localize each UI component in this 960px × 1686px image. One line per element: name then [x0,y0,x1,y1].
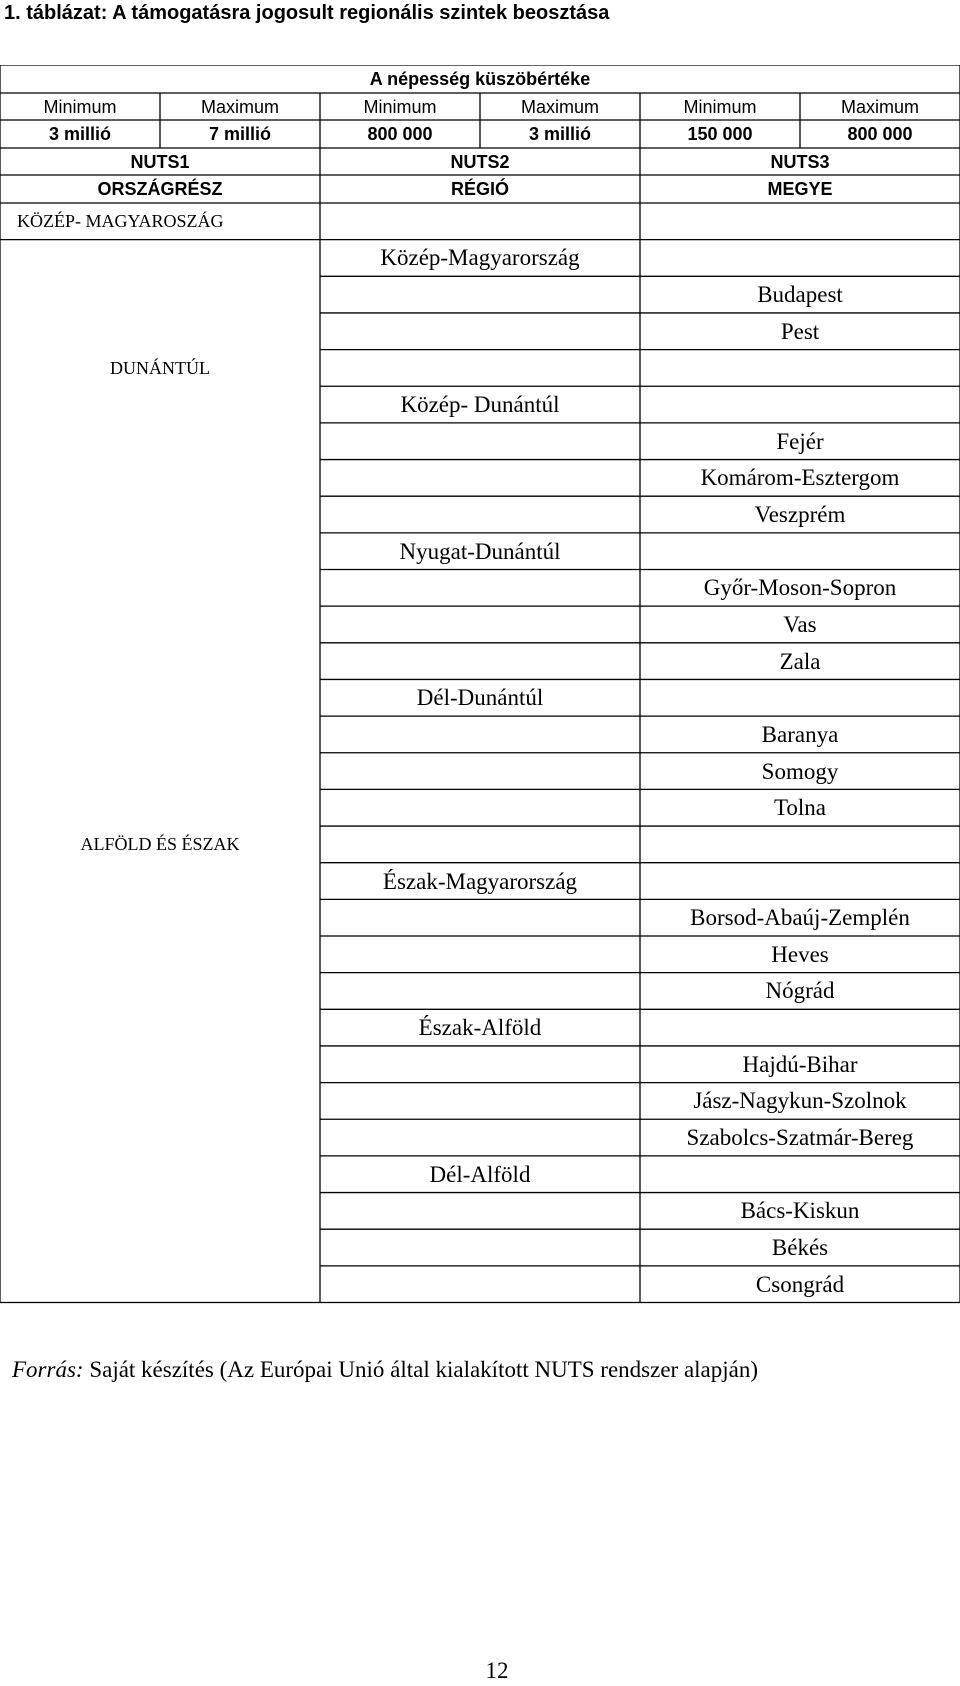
regio-name: Dél-Alföld [429,1161,531,1187]
source-text: Saját készítés (Az Európai Unió által kialakított NUTS rendszer alapján) [83,1357,759,1382]
regio-name: Észak-Magyarország [382,868,578,894]
min-max-label: Maximum [520,96,599,117]
nuts-level: NUTS3 [770,151,830,172]
megye-name: Vas [783,611,817,637]
threshold-value: 3 millió [48,124,111,144]
megye-name: Hajdú-Bihar [742,1051,858,1077]
megye-name: Bács-Kiskun [740,1198,860,1224]
source-note [12,1357,758,1383]
min-max-label: Maximum [840,96,919,117]
megye-name: Zala [779,648,821,674]
level-name: RÉGIÓ [450,179,509,199]
megye-name: Heves [771,941,829,967]
megye-name: Győr-Moson-Sopron [703,575,897,601]
megye-name: Pest [780,318,820,344]
orszagresz-name: DUNÁNTÚL [110,357,210,378]
level-name: ORSZÁGRÉSZ [97,179,223,199]
megye-name: Szabolcs-Szatmár-Bereg [686,1125,914,1151]
regio-name: Dél-Dunántúl [416,685,544,711]
min-max-label: Minimum [683,96,757,117]
megye-name: Baranya [761,721,839,747]
megye-name: Csongrád [755,1271,845,1297]
population-threshold-header: A népesség küszöbértéke [369,69,591,89]
threshold-value: 7 millió [208,124,271,144]
nuts-table [0,65,960,1310]
nuts-level: NUTS1 [130,151,190,172]
regio-name: Közép-Magyarország [380,245,580,271]
megye-name: Nógrád [765,978,835,1004]
min-max-label: Minimum [43,96,117,117]
page-number: 12 [485,1658,509,1683]
regio-name: Észak-Alföld [418,1015,542,1041]
megye-name: Somogy [761,758,839,784]
megye-name: Borsod-Abaúj-Zemplén [690,905,910,931]
regio-name: Nyugat-Dunántúl [399,538,561,564]
megye-name: Tolna [773,795,827,821]
megye-name: Komárom-Esztergom [700,465,900,491]
threshold-value: 3 millió [528,124,591,144]
megye-name: Békés [771,1235,829,1260]
megye-name: Veszprém [754,502,846,527]
megye-name: Budapest [757,282,843,308]
min-max-label: Minimum [363,96,437,117]
nuts-level: NUTS2 [450,151,510,172]
level-name: MEGYE [767,179,833,199]
table-title: 1. táblázat: A támogatásra jogosult regionális szintek beosztása [4,2,610,24]
megye-name: Jász-Nagykun-Szolnok [693,1088,907,1114]
threshold-value: 800 000 [367,124,433,144]
threshold-value: 150 000 [687,124,753,144]
source-label: Forrás: [12,1357,84,1382]
megye-name: Fejér [776,428,824,454]
regio-name: Közép- Dunántúl [400,392,560,418]
threshold-value: 800 000 [847,124,913,144]
orszagresz-name: KÖZÉP- MAGYAROSZÁG [17,211,224,232]
orszagresz-name: ALFÖLD ÉS ÉSZAK [80,834,240,855]
min-max-label: Maximum [200,96,279,117]
